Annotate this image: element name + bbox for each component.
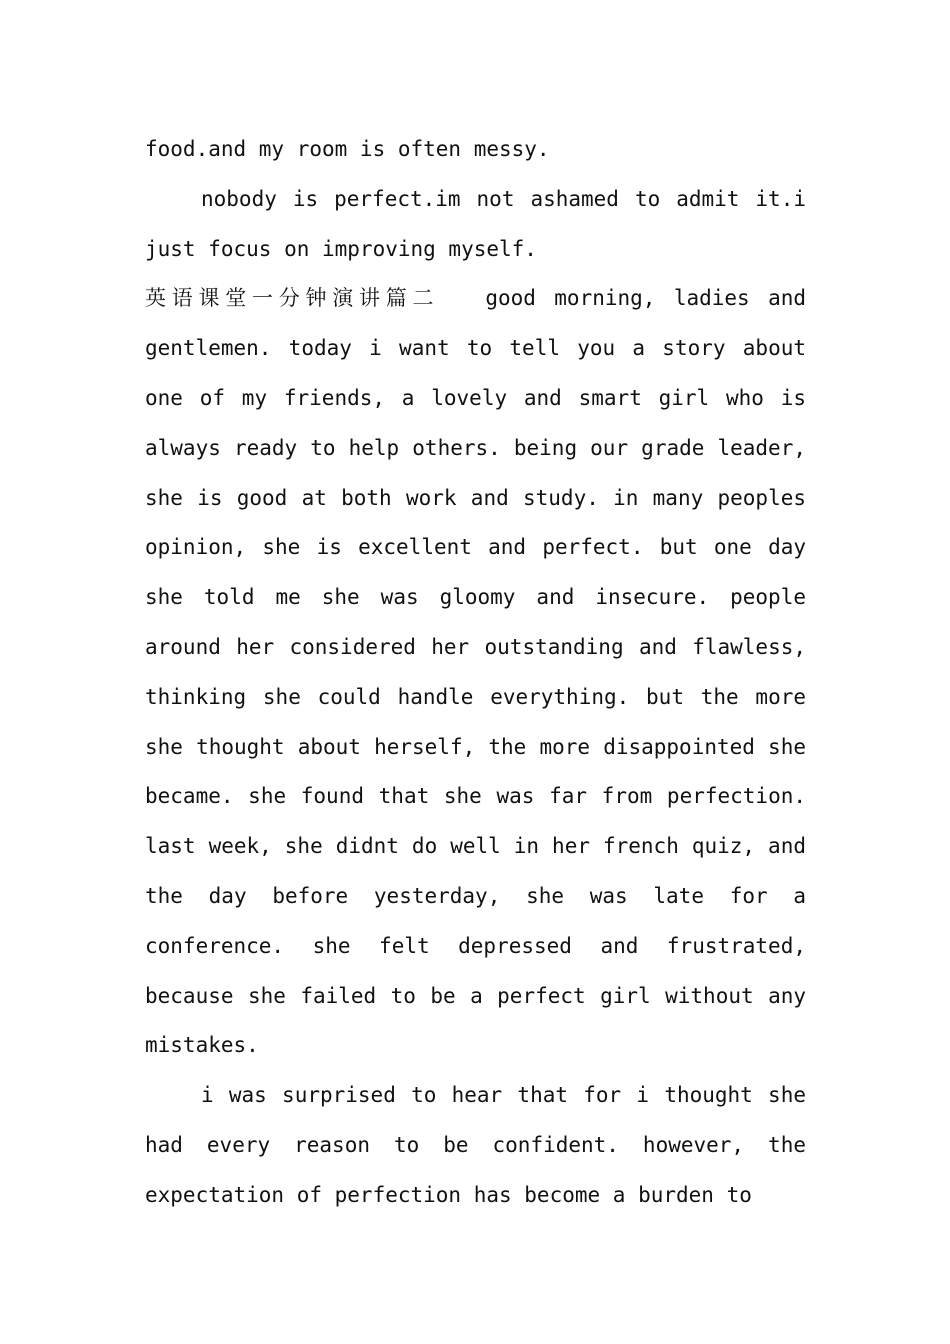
paragraph-text: food.and my room is often messy. — [145, 137, 550, 161]
paragraph-surprised — [145, 1071, 806, 1220]
paragraph-text: nobody is perfect.im not ashamed to admit it.i just focus on improving myself. — [145, 186, 806, 261]
document-body — [145, 125, 806, 1221]
paragraph-text: i was surprised to hear that for i thought she had every reason to be confident. however, the expectation of perfection has become a burden to — [145, 1083, 806, 1207]
paragraph-continuation — [145, 125, 806, 175]
section-heading: 英语课堂一分钟演讲篇二 — [145, 286, 440, 311]
paragraph-speech-two — [145, 274, 806, 1071]
paragraph-nobody-is-perfect — [145, 175, 806, 275]
paragraph-text: good morning, ladies and gentlemen. today i want to tell you a story about one of my friends, a lovely and smart girl who is always ready to help others. being our grade leader, she is good at both work and study. in many peoples opinion, she is excellent and perfect. but one day she told me she was gloomy and insecure. people around her considered her outstanding and flawless, thinking she could handle everything. but the more she thought about herself, the more disappointed she became. she found that she was far from perfection. last week, she didnt do well in her french quiz, and the day before yesterday, she was late for a conference. she felt depressed and frustrated, because she failed to be a perfect girl without any mistakes. — [145, 286, 807, 1058]
